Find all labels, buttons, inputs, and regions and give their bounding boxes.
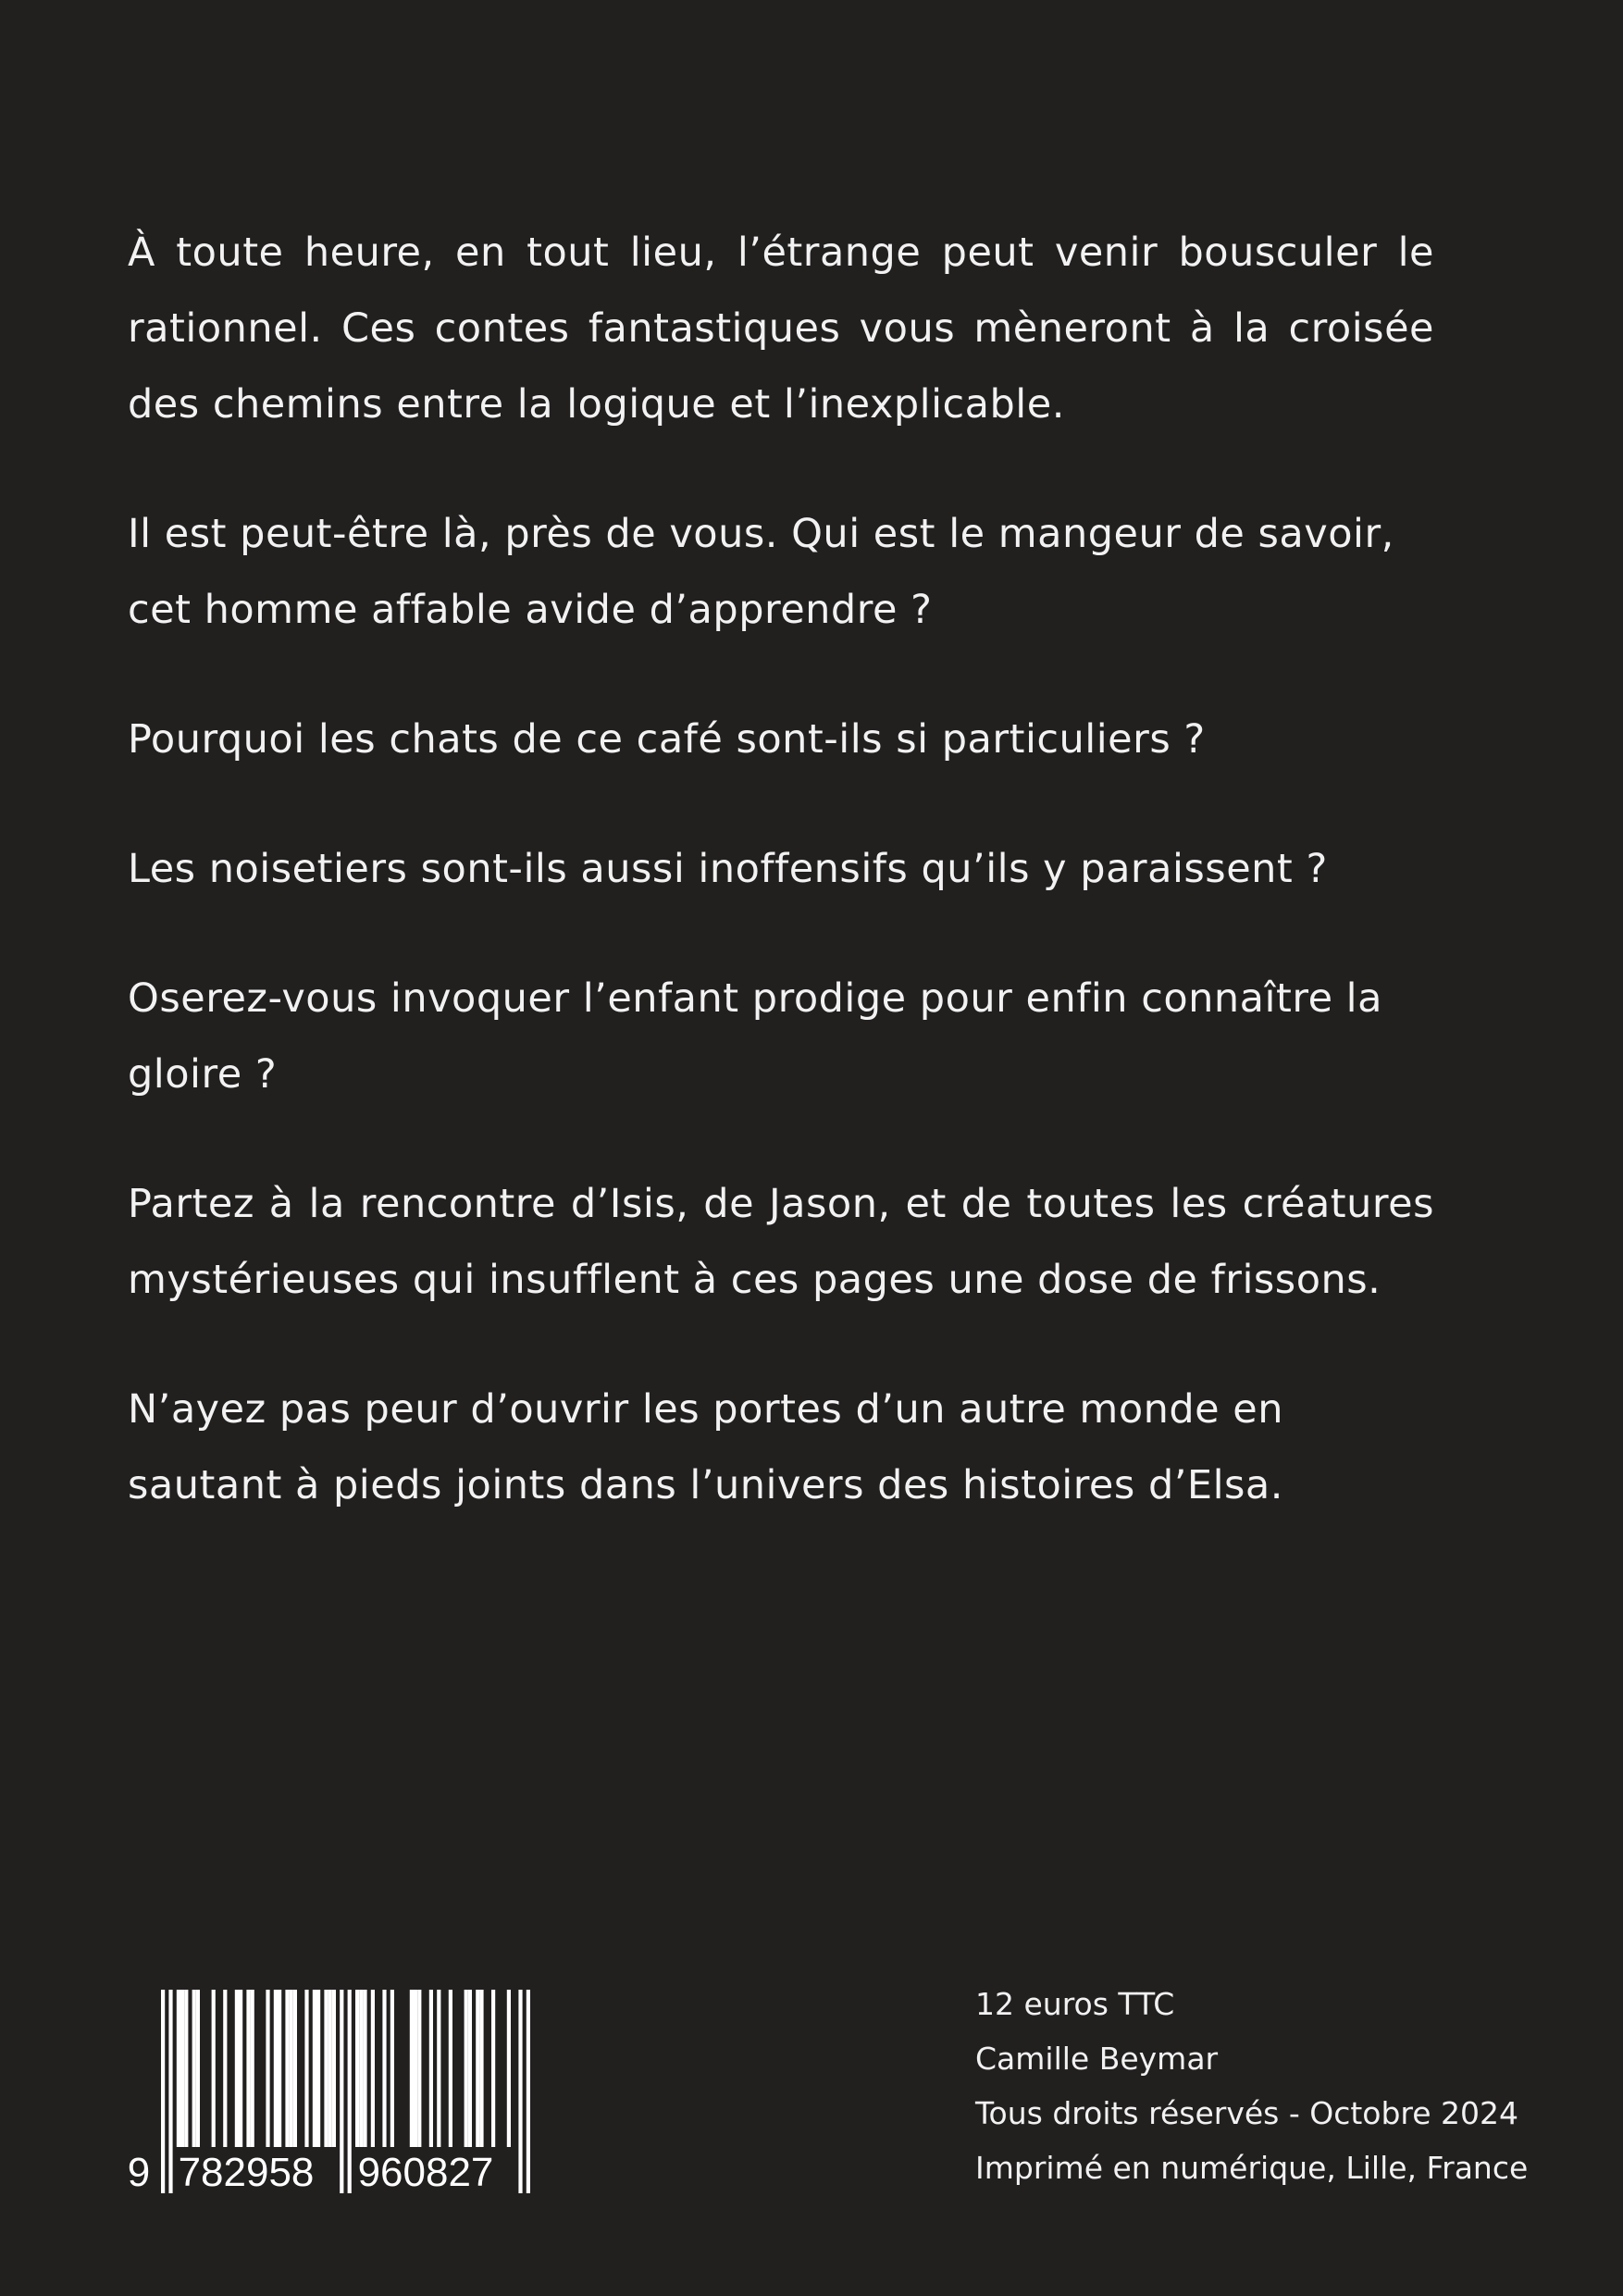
blurb-paragraph-2: Il est peut-être là, près de vous. Qui est le mangeur de savoir, cet homme affable avide d’apprendre ? xyxy=(128,511,1394,633)
barcode-bar xyxy=(437,1990,440,2147)
barcode-bar xyxy=(414,1990,417,2147)
barcode-bar xyxy=(246,1990,250,2147)
barcode-digit-first: 9 xyxy=(127,2150,151,2193)
barcode-bar xyxy=(313,1990,316,2147)
barcode-bar xyxy=(184,1990,188,2147)
barcode-bar xyxy=(332,1990,336,2147)
barcode-bar xyxy=(304,1990,308,2147)
barcode-bar xyxy=(196,1990,200,2147)
blurb-paragraph-7: N’ayez pas peur d’ouvrir les portes d’un autre monde en sautant à pieds joints dans l’univers des histoires d’Elsa. xyxy=(128,1386,1284,1508)
barcode-bar xyxy=(180,1990,184,2147)
barcode-bar xyxy=(410,1990,414,2147)
price-label: 12 euros TTC xyxy=(975,1986,1175,2022)
colophon xyxy=(975,1977,1529,2195)
barcode-bar xyxy=(328,1990,332,2147)
barcode-digits-right: 960827 xyxy=(357,2150,494,2193)
blurb-paragraph-3: Pourquoi les chats de ce café sont-ils si particuliers ? xyxy=(128,716,1206,763)
barcode-bar xyxy=(468,1990,472,2147)
barcode-guard-bar xyxy=(518,1990,522,2193)
barcode-bar xyxy=(479,1990,483,2147)
barcode-bar xyxy=(235,1990,239,2147)
barcode-bar xyxy=(382,1990,386,2147)
blurb-paragraph-4: Les noisetiers sont-ils aussi inoffensifs qu’ils y paraissent ? xyxy=(128,846,1328,892)
barcode-bar xyxy=(363,1990,366,2147)
back-cover-blurb xyxy=(128,215,1434,1577)
blurb-paragraph-1: À toute heure, en tout lieu, l’étrange peut venir bousculer le rationnel. Ces contes fantastiques vous mèneront à la croisée des chemins entre la logique et l’inexplicable. xyxy=(128,230,1434,428)
barcode-bar xyxy=(390,1990,394,2147)
barcode-graphic xyxy=(126,1988,557,2193)
barcode-bar xyxy=(274,1990,278,2147)
barcode-bar xyxy=(239,1990,242,2147)
barcode-guard-bar xyxy=(161,1990,165,2193)
barcode-bar xyxy=(251,1990,254,2147)
barcode-digits-left: 782958 xyxy=(178,2150,315,2193)
barcode-bar xyxy=(476,1990,479,2147)
rights-notice: Tous droits réservés - Octobre 2024 xyxy=(975,2095,1519,2131)
barcode-bar xyxy=(491,1990,495,2147)
barcode-bar xyxy=(359,1990,363,2147)
barcode-bar xyxy=(192,1990,196,2147)
barcode-guard-bar xyxy=(168,1990,172,2193)
barcode-bar xyxy=(507,1990,511,2147)
barcode-bar xyxy=(316,1990,320,2147)
barcode-bar xyxy=(355,1990,359,2147)
barcode-bar xyxy=(285,1990,289,2147)
barcode-guard-bar xyxy=(340,1990,343,2193)
barcode-bar xyxy=(429,1990,433,2147)
barcode-bar xyxy=(266,1990,269,2147)
barcode-bar xyxy=(417,1990,421,2147)
blurb-paragraph-5: Oserez-vous invoquer l’enfant prodige pour enfin connaître la gloire ? xyxy=(128,975,1382,1098)
isbn-barcode xyxy=(126,1988,557,2193)
barcode-bar xyxy=(465,1990,468,2147)
barcode-bar xyxy=(371,1990,375,2147)
barcode-bar xyxy=(290,1990,293,2147)
author-name: Camille Beymar xyxy=(975,2041,1219,2077)
barcode-bar xyxy=(223,1990,227,2147)
barcode-bar xyxy=(177,1990,180,2147)
barcode-bar xyxy=(324,1990,328,2147)
barcode-bar xyxy=(449,1990,452,2147)
barcode-guard-bar xyxy=(348,1990,352,2193)
barcode-bar xyxy=(293,1990,297,2147)
blurb-paragraph-6: Partez à la rencontre d’Isis, de Jason, et de toutes les créatures mystérieuses qui insufflent à ces pages une dose de frissons. xyxy=(128,1181,1434,1303)
barcode-guard-bar xyxy=(527,1990,530,2193)
printing-notice: Imprimé en numérique, Lille, France xyxy=(975,2150,1529,2186)
barcode-bar xyxy=(212,1990,216,2147)
barcode-bar xyxy=(278,1990,281,2147)
